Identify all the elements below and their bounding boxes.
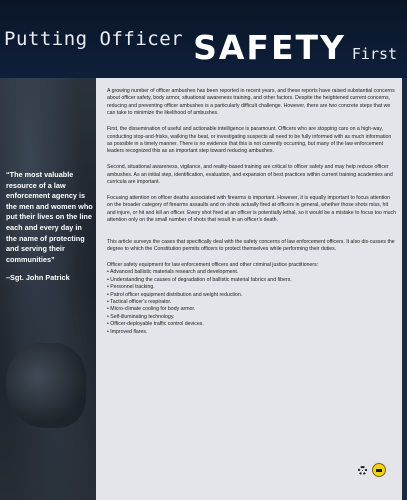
police-badge-icon	[372, 463, 386, 477]
paragraph: Second, situational awareness, vigilance, and reality-based training are critical to officer safety and may help reduce officer ambushes. As an initial step, identification, evaluation, and expansion of best practices within current training academies and curricula are important.	[107, 164, 393, 186]
list-item: • Micro-climate cooling for body armor.	[107, 306, 397, 313]
edge-stripe	[402, 78, 407, 500]
equipment-list	[107, 269, 397, 336]
list-item: • Officer-deployable traffic control devices.	[107, 321, 397, 328]
paragraph: Focusing attention on officer deaths associated with firearms is important. However, it is equally important to focus attention on the broader category of firearms assaults and on shots actually fired at officers in general, whether those shots miss, hit and injure, or hit and kill an officer. Every shot fired at an officer is potentially lethal, so it would be a mistake to focus too much attention only on the small number of shots that result in an officer’s death.	[107, 194, 397, 224]
quote-author: –Sgt. John Patrick	[6, 273, 70, 283]
article-body	[107, 88, 397, 336]
list-item: • Improved flares.	[107, 329, 397, 336]
list-item: • Self-illuminating technology.	[107, 314, 397, 321]
list-item: • Personnel tracking.	[107, 284, 397, 291]
gear-icon	[358, 466, 367, 475]
page-title	[4, 14, 398, 67]
pull-quote	[6, 170, 94, 284]
holster-image	[6, 343, 86, 428]
officer-photo	[0, 78, 96, 500]
list-intro: Officer safety equipment for law enforcement officers and other criminal justice practitioners:	[107, 261, 319, 268]
title-emphasis: SAFETY	[193, 28, 346, 67]
list-item: • Understanding the causes of degradation of ballistic material fabrics and fibers.	[107, 277, 397, 284]
article-column	[96, 78, 402, 500]
paragraph: First, the dissemination of useful and actionable intelligence is paramount. Officers who are stopping cars on a high-way, conducting stop-and-frisks, walking the beat, or investigating suspects all need to be fully informed with as much information as possible in a timely manner. There is no evidence that this is not currently occurring, but many of the law enforcement leaders recognized this as an important step toward reducing ambushes.	[107, 126, 392, 155]
header-banner	[0, 0, 407, 78]
paragraph: This article surveys the cases that specifically deal with the safety concerns of law enforcement officers. It also dis-cusses the degree to which the Constitution permits officers to protect themselves while performing their duties.	[107, 238, 395, 252]
list-item: • Tactical officer’s respirator.	[107, 299, 397, 306]
quote-text: “The most valuable resource of a law enforcement agency is the men and women who put their lives on the line each and every day in the name of protecting and serving their communities”	[6, 170, 93, 264]
list-item: • Patrol officer equipment distribution and weight reduction.	[107, 292, 397, 299]
paragraph: A growing number of officer ambushes has been reported in recent years, and these reports have raised substantial concerns about officer safety, body armor, situational awareness training, and other factors. Despite the heightened current concerns, reducing and preventing officer ambushes is a particularly difficult challenge. However, there are two concrete steps that we can take to minimize the likelihood of ambushes.	[107, 88, 395, 117]
title-suffix: First	[351, 45, 398, 63]
list-item: • Advanced ballistic materials research and development.	[107, 269, 397, 276]
title-prefix: Putting Officer	[4, 28, 184, 50]
